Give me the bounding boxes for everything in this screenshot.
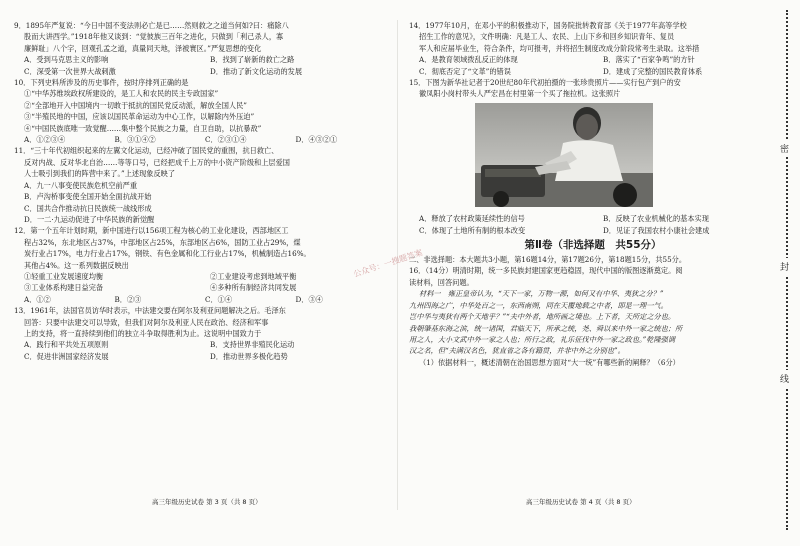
q11-line: 11．“三十年代初组织起来的左翼文化运动，已经冲破了国民党的重围，抗日救亡、 <box>14 146 279 156</box>
q12-line: 炭行业占17%，电力行业占17%，钢铁、有色金属和化工行业占17%，机械制造占16%。 <box>24 249 311 259</box>
q14-option-b: B．落实了“百家争鸣”的方针 <box>603 55 695 65</box>
q16-subquestion: （1）依据材料一，概述清朝在治国思想方面对“大一统”有哪些新的阐释？（6分） <box>419 357 680 367</box>
q9-option-d: D．推动了新文化运动的发展 <box>210 66 303 76</box>
q9-line: 9．1895年严复说：“今日中国不变法则必亡是已……然则救之之道当何如?曰：痛除八 <box>14 21 289 30</box>
q10-item: ③“半殖民地的中国，应该以国民革命运动为中心工作，以解除内外压迫” <box>24 112 255 122</box>
q15-options <box>409 225 777 236</box>
q12-items <box>14 282 386 293</box>
q10-item: ④“中国民族底唯一致觉醒……集中整个民族之力量，自卫自助，以抗暴敌” <box>24 123 262 133</box>
q14-line: 14．1977年10月，在邓小平的积极推动下，国务院批转教育部《关于1977年高等学校 <box>409 21 687 30</box>
q10-option-a: A．①②③④ <box>24 135 66 145</box>
q15-option-d: D．见证了我国农村小康社会建成 <box>603 225 710 235</box>
q10-stem: 10．下列史料所涉及的历史事件，按时序排列正确的是 <box>14 78 189 88</box>
q13-options <box>14 351 386 362</box>
q14-options <box>409 54 777 65</box>
q12-line: 其他占4%。这一系列数据反映出 <box>24 260 129 270</box>
q13-line: 13．1961年，法国官员访华时表示，中法建交要在阿尔及利亚问题解决之后。毛泽东 <box>14 306 286 316</box>
q9-options <box>14 66 386 77</box>
q12-line: 12．第一个五年计划时期，新中国进行以156项工程为核心的工业化建设，西部地区工 <box>14 226 289 236</box>
q13-options <box>14 339 386 350</box>
q13-option-d: D．推动世界多极化趋势 <box>210 351 288 361</box>
q16-material: 岂中华与夷狄有两个天地乎？”“夫中外者，地所画之境也。上下者，天所定之分也。 <box>409 312 676 322</box>
q16-material: 九州四海之广，中华处百之一，东西南朔，同在天覆地载之中者，即是一理一气。 <box>409 300 668 310</box>
q10-option-c: C．②③①④ <box>205 135 247 145</box>
q10-option-b: B．③①④② <box>114 135 156 145</box>
q15-option-b: B．反映了农业机械化的基本实现 <box>603 214 709 224</box>
q9-line: 股而大讲西学。”1918年他又谈到：“觉彼族三百年之进化，只做到「利己杀人，寡 <box>24 32 284 42</box>
binding-label-fold: 封 <box>780 258 789 275</box>
q15-line: 徽凤阳小岗村带头人严宏昌在村里第一个买了拖拉机。这张照片 <box>419 89 621 99</box>
q9-option-c: C．深受第一次世界大战刺激 <box>24 66 116 76</box>
q12-line: 程占32%，东北地区占37%，中部地区占25%，东部地区占6%，国防工业占29%，煤 <box>24 237 301 247</box>
q14-line: 招生工作的意见》，文件明确：凡是工人、农民、上山下乡和回乡知识青年、复员 <box>419 32 675 42</box>
q12-items <box>14 271 386 282</box>
q11-line: 反对内战、反对华北自治……等等口号，已经把成千上万的中小资产阶级和上层爱国 <box>24 157 290 167</box>
q12-option-c: C．①④ <box>205 294 233 304</box>
binding-label-line: 线 <box>780 370 789 387</box>
q12-option-b: B．②③ <box>114 294 142 304</box>
q9-line: 廉鲜耻」八个字，回观孔孟之道，真量同天地，泽被寰区。”严复思想的变化 <box>24 43 262 53</box>
q10-options <box>14 134 386 145</box>
q16-material: 材料一 雍正皇帝认为，“天下一家，万物一源，如何又有中华、夷狄之分？” <box>419 289 664 299</box>
section-title: 第Ⅱ卷（非选择题 共55分） <box>524 239 662 252</box>
q11-option-d: D．一二·九运动促进了中华民族的新觉醒 <box>24 214 155 224</box>
q15-line: 15．下图为新华社记者于20世纪80年代初拍摄的一张珍贵照片——实行包产到户的安 <box>409 78 681 88</box>
q10-option-d: D．④③②① <box>295 135 338 145</box>
q14-option-d: D．建成了完整的国民教育体系 <box>603 66 703 76</box>
q13-option-b: B．支持世界非殖民化运动 <box>210 340 295 350</box>
q14-option-a: A．是教育领域拨乱反正的体现 <box>419 55 518 65</box>
footer-left: 高三年级历史试卷 第 3 页（共 8 页） <box>152 498 262 506</box>
historical-photo <box>475 103 653 207</box>
q12-option-d: D．③④ <box>295 294 323 304</box>
q10-item: ②“全部地开入中国境内一切敢于抵抗的国民党反动派，解放全国人民” <box>24 100 247 110</box>
q9-options <box>14 54 386 65</box>
q15-options <box>409 213 777 224</box>
q16-line: 读材料，回答问题。 <box>409 277 474 287</box>
q14-options <box>409 66 777 77</box>
q14-option-c: C．彻底否定了“文革”的错误 <box>419 66 511 76</box>
q9-option-b: B．找到了崭新的救亡之路 <box>210 55 295 65</box>
q11-option-c: C．国共合作推动抗日民族统一战线形成 <box>24 203 152 213</box>
q15-option-c: C．体现了土地所有制的根本改变 <box>419 225 526 235</box>
q15-option-a: A．释放了农村政策延续性的信号 <box>419 214 525 224</box>
q11-option-a: A．九一八事变使民族危机空前严重 <box>24 180 138 190</box>
footer-right: 高三年级历史试卷 第 4 页（共 8 页） <box>526 498 636 506</box>
q12-item: ①轻重工业发展速度均衡 <box>24 271 104 281</box>
left-page <box>14 20 386 362</box>
q10-item: ①“中华苏维埃政权所建设的，是工人和农民的民主专政国家” <box>24 89 219 99</box>
q12-item: ②工业建设考虑到地域平衡 <box>210 271 297 281</box>
binding-label-seal: 密 <box>780 140 789 157</box>
right-page <box>409 20 777 368</box>
q12-item: ④多种所有制经济共同发展 <box>210 283 297 293</box>
q9-option-a: A．受到马克思主义的影响 <box>24 55 109 65</box>
q12-options <box>14 294 386 305</box>
q11-option-b: B．卢沟桥事变使全国开始全面抗战开始 <box>24 192 152 202</box>
section-instructions: 二、非选择题：本大题共3小题，第16题14分，第17题26分，第18题15分，共55分。 <box>409 255 687 265</box>
q16-material: 我朝肇基东海之滨，统一诸国，君临天下，所承之统，尧、舜以来中外一家之统也；所 <box>409 323 683 333</box>
q11-line: 人士吸引到我们的阵营中来了。”上述现象反映了 <box>24 169 176 179</box>
q14-line: 军人和应届毕业生，符合条件，均可报考，并将招生制度改成分阶段常考生录取。这举措 <box>419 43 700 53</box>
q16-line: 16．（14分）明清时期，统一多民族封建国家更趋稳固，现代中国的版图逐渐奠定。阅 <box>409 266 683 276</box>
watermark-stamp: 公众号：一搜题答案 <box>352 248 424 279</box>
q16-material: 用之人，大小文武中外一家之人也；所行之政，礼乐征伐中外一家之政也。”乾隆强调 <box>409 334 676 344</box>
q13-option-c: C．促进非洲国家经济发展 <box>24 351 109 361</box>
q13-option-a: A．践行和平共处五项原则 <box>24 340 109 350</box>
q12-option-a: A．①② <box>24 294 51 304</box>
q16-material: 汉之名，但“夫满汉名色，犹直省之各有籍贯，并非中外之分别也”。 <box>409 346 625 356</box>
q13-line: 回答：只要中法建交可以导致，但我们对阿尔及利亚人民在政治、经济和军事 <box>24 317 269 327</box>
q12-item: ③工业体系构建日益完备 <box>24 283 104 293</box>
q13-line: 上的支持，将一直持续到他们的独立斗争取得胜利为止。这说明中国致力于 <box>24 328 262 338</box>
